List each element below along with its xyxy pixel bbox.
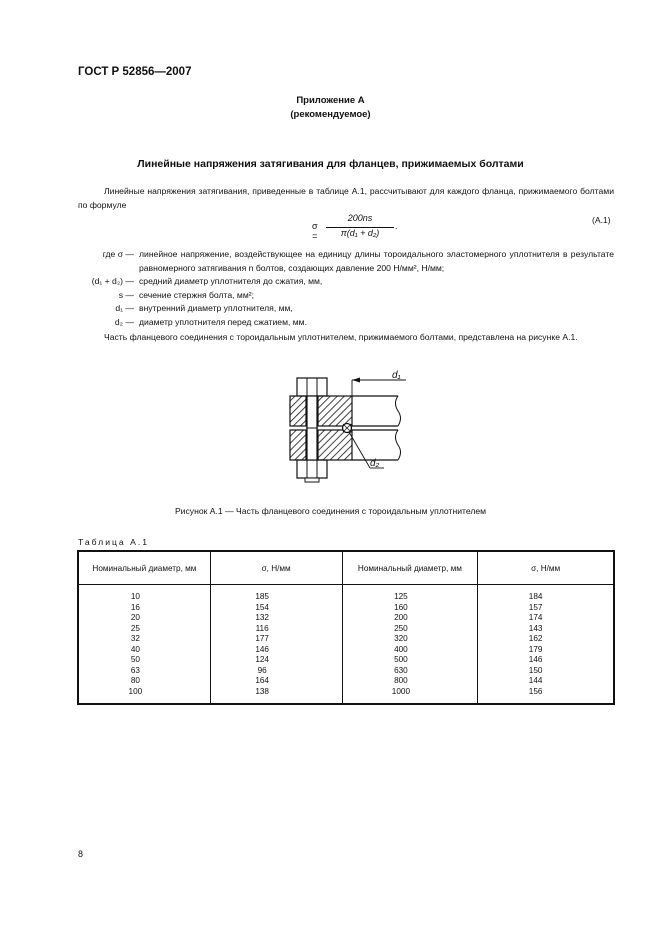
formula-numerator: 200ns: [347, 213, 373, 223]
table-cell: 143: [478, 624, 614, 635]
table-cell: 320: [342, 634, 478, 645]
definition-key: (d₁ + d₂) —: [91, 276, 134, 286]
table-cell: 500: [342, 655, 478, 666]
table-cell: 162: [478, 634, 614, 645]
formula-lhs: σ =: [312, 221, 318, 241]
table-cell: 10: [79, 585, 211, 603]
table-header: σ, Н/мм: [210, 552, 342, 585]
table-cell: 40: [79, 645, 211, 656]
table-cell: 185: [210, 585, 342, 603]
table-cell: 177: [210, 634, 342, 645]
table-cell: 100: [79, 687, 211, 704]
table-cell: 96: [210, 666, 342, 677]
table-cell: 156: [478, 687, 614, 704]
flange-figure: [280, 368, 410, 497]
table-cell: 20: [79, 613, 211, 624]
definition-row: [78, 316, 614, 330]
formula-number: (А.1): [592, 215, 611, 225]
flange-drawing: [280, 368, 410, 492]
definitions-list: [78, 248, 614, 329]
definition-row: [78, 248, 614, 275]
d1-label: d₁: [392, 370, 401, 381]
table-cell: 16: [79, 603, 211, 614]
table-cell: 144: [478, 676, 614, 687]
table-header: Номинальный диаметр, мм: [79, 552, 211, 585]
table-cell: 630: [342, 666, 478, 677]
formula-end: .: [395, 221, 398, 231]
appendix-title: Приложение А: [296, 95, 365, 106]
page-number: 8: [78, 849, 84, 859]
table-cell: 1000: [342, 687, 478, 704]
lower-flange-left: [290, 430, 306, 460]
table-cell: 400: [342, 645, 478, 656]
table-cell: 125: [342, 585, 478, 603]
definition-text: внутренний диаметр уплотнителя, мм,: [139, 303, 293, 313]
table-cell: 179: [478, 645, 614, 656]
table-cell: 50: [79, 655, 211, 666]
table-cell: 800: [342, 676, 478, 687]
table-cell: 184: [478, 585, 614, 603]
table-caption: Таблица А.1: [78, 537, 149, 547]
table-row: [79, 613, 614, 624]
intro-paragraph: Линейные напряжения затягивания, приведенные в таблице А.1, рассчитывают для каждого фланца, прижимаемого болтами по формуле: [78, 186, 614, 210]
table-cell: 150: [478, 666, 614, 677]
table-cell: 200: [342, 613, 478, 624]
table-cell: 157: [478, 603, 614, 614]
table-header: σ, Н/мм: [478, 552, 614, 585]
table-row: [79, 687, 614, 704]
definition-key: d₁ —: [115, 303, 134, 313]
lower-flange-right: [318, 430, 352, 460]
table-cell: 146: [478, 655, 614, 666]
definition-text: линейное напряжение, воздействующее на единицу длины тороидального эластомерного уплотнителя в результате равномерного затягивания n болтов, создающих давление 200 Н/мм², Н/мм;: [139, 249, 614, 273]
table-row: [79, 634, 614, 645]
definition-row: [78, 302, 614, 316]
table-cell: 174: [478, 613, 614, 624]
figure-intro-paragraph: Часть фланцевого соединения с тороидальным уплотнителем, прижимаемого болтами, представлена на рисунке А.1.: [104, 332, 578, 342]
table-cell: 164: [210, 676, 342, 687]
formula-denominator: π(d₁ + d₂): [340, 228, 380, 238]
figure-caption: Рисунок А.1 — Часть фланцевого соединения с тороидальным уплотнителем: [174, 506, 487, 516]
table-row: [79, 666, 614, 677]
table-row: [79, 603, 614, 614]
section-title: Линейные напряжения затягивания для фланцев, прижимаемых болтами: [137, 158, 524, 170]
bolt-nut-bottom: [297, 460, 327, 478]
definition-text: средний диаметр уплотнителя до сжатия, мм,: [139, 276, 323, 286]
table-row: [79, 624, 614, 635]
definition-text: диаметр уплотнителя перед сжатием, мм.: [139, 316, 307, 327]
table-cell: 132: [210, 613, 342, 624]
table-row: [79, 645, 614, 656]
table-row: [79, 585, 614, 603]
definition-key: d₂ —: [114, 316, 134, 327]
definition-key: где σ —: [102, 249, 134, 259]
table-cell: 124: [210, 655, 342, 666]
definition-text: сечение стержня болта, мм²;: [139, 289, 254, 300]
table-row: [79, 655, 614, 666]
d2-label: d₂: [370, 458, 380, 469]
table-cell: 160: [342, 603, 478, 614]
table-cell: 154: [210, 603, 342, 614]
upper-flange-left: [290, 396, 306, 426]
table-cell: 63: [79, 666, 211, 677]
table-cell: 116: [210, 624, 342, 635]
table-cell: 250: [342, 624, 478, 635]
table-cell: 32: [79, 634, 211, 645]
upper-flange-right: [318, 396, 352, 426]
bolt-nut-top: [297, 378, 327, 396]
table-cell: 146: [210, 645, 342, 656]
definition-key: s —: [118, 289, 134, 300]
table-row: [79, 676, 614, 687]
table-cell: 80: [79, 676, 211, 687]
definition-row: [78, 275, 614, 289]
table-cell: 138: [210, 687, 342, 704]
table-cell: 25: [79, 624, 211, 635]
table-header: Номинальный диаметр, мм: [342, 552, 478, 585]
document-header: ГОСТ Р 52856—2007: [78, 66, 192, 78]
definition-row: [78, 289, 614, 303]
appendix-subtitle: (рекомендуемое): [290, 109, 371, 120]
data-table: [78, 551, 614, 704]
